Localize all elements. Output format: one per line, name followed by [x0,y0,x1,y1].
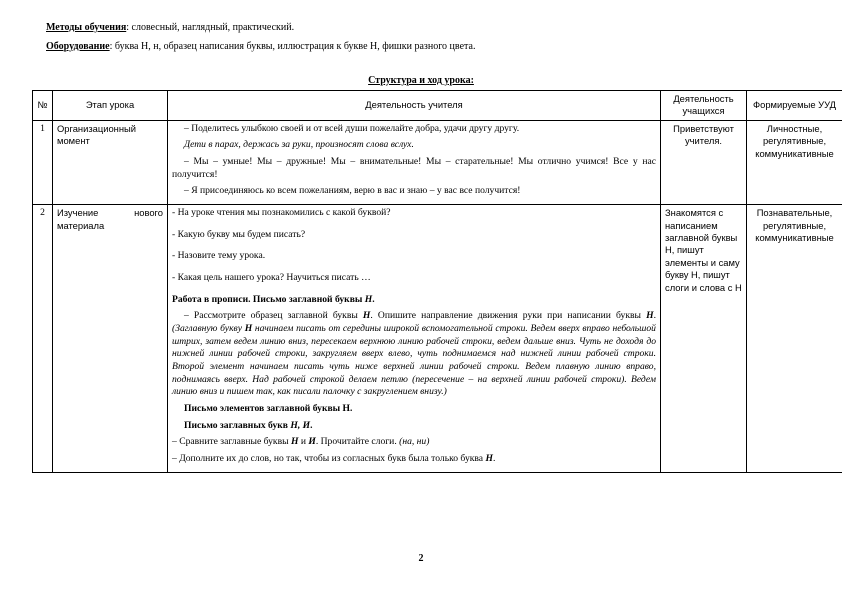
row1-students: Приветствуют учителя. [661,120,747,204]
row2-stage-word1: Изучение [57,207,99,219]
equipment-line [46,41,475,52]
row2-heading2: Письмо элементов заглавной буквы Н. [184,402,353,414]
methods-text: : словесный, наглядный, практический. [126,22,295,33]
table-row [33,120,842,204]
row2-teacher [168,205,661,473]
header-stage: Этап урока [53,91,168,121]
row2-compare-letters: – Сравните заглавные буквы Н и И. Прочитайте слоги. (на, ни) [172,436,430,448]
methods-label: Методы обучения [46,22,127,33]
row2-heading3: Письмо заглавных букв Н, И. [184,419,313,431]
row1-uud: Личностные, регулятивные, коммуникативные [747,120,842,204]
row2-stage [53,205,168,473]
row1-teacher [168,120,661,204]
row1-num: 1 [33,120,53,204]
row1-stage: Организационный момент [53,120,168,204]
header-students: Деятельность учащихся [661,91,747,121]
row2-uud: Познавательные, регулятивные, коммуникативные [747,205,842,473]
row1-teacher-line1: – Поделитесь улыбкою своей и от всей души пожелайте добра, удачи другу другу. [184,122,520,134]
header-uud: Формируемые УУД [747,91,842,121]
row1-teacher-line3: – Мы – умные! Мы – дружные! Мы – внимательные! Мы – старательные! Мы отлично учимся! Все у нас получится! [172,156,656,180]
lesson-structure-table [32,90,842,473]
row1-teacher-line4: – Я присоединяюсь ко всем пожеланиям, верю в вас и знаю – у вас все получится! [184,185,521,197]
row2-paragraph-letter-direction: – Рассмотрите образец заглавной буквы Н. Опишите направление движения руки при написании буквы Н. (Заглавную букву Н начинаем писать от середины широкой вспомогательной строки. Ведем вверх вправо небольшой штрих, затем ведем линию вниз, пересекаем верхнюю линию рабочей строки, ведем дальше вниз. Чуть не доходя до нижней линии рабочей строки, закругляем вверх влево, чуть поднимаемся над нижней линии рабочей строки. Второй элемент начинаем писать чуть ниже верхней линии рабочей строки. Ведем плавную линию вправо, поднимаясь вверх. Над рабочей строкой делаем петлю (пересечение – на верхней линии рабочей строки). Ведем линию вниз и пишем так, как писали палочку с закруглением внизу.) [172,310,656,398]
row2-stage-word3: материала [57,219,105,231]
structure-title: Структура и ход урока: [368,75,474,86]
header-teacher: Деятельность учителя [168,91,661,121]
row1-teacher-line2: Дети в парах, держась за руки, произносят слова вслух. [184,139,414,151]
row2-students: Знакомятся с написанием заглавной буквы Н, пишут элементы и саму букву Н, пишут слоги и слова с Н [661,205,747,473]
table-header-row [33,91,842,121]
page-number: 2 [418,553,424,564]
equipment-text: : буква Н, н, образец написания буквы, иллюстрация к букве Н, фишки разного цвета. [109,41,476,52]
header-num: № [33,91,53,121]
row2-question4: - Какая цель нашего урока? Научиться писать … [172,272,371,284]
table-row [33,205,842,473]
row2-question1: - На уроке чтения мы познакомились с какой буквой? [172,207,391,219]
row2-complete-words: – Дополните их до слов, но так, чтобы из согласных букв была только буква Н. [172,452,496,464]
row2-num: 2 [33,205,53,473]
row2-question2: - Какую букву мы будем писать? [172,228,306,240]
methods-line [46,22,294,33]
row2-stage-word2: нового [134,207,163,219]
row2-question3: - Назовите тему урока. [172,250,266,262]
equipment-label: Оборудование [46,41,110,52]
row2-heading1: Работа в прописи. Письмо заглавной буквы Н. [172,293,375,305]
